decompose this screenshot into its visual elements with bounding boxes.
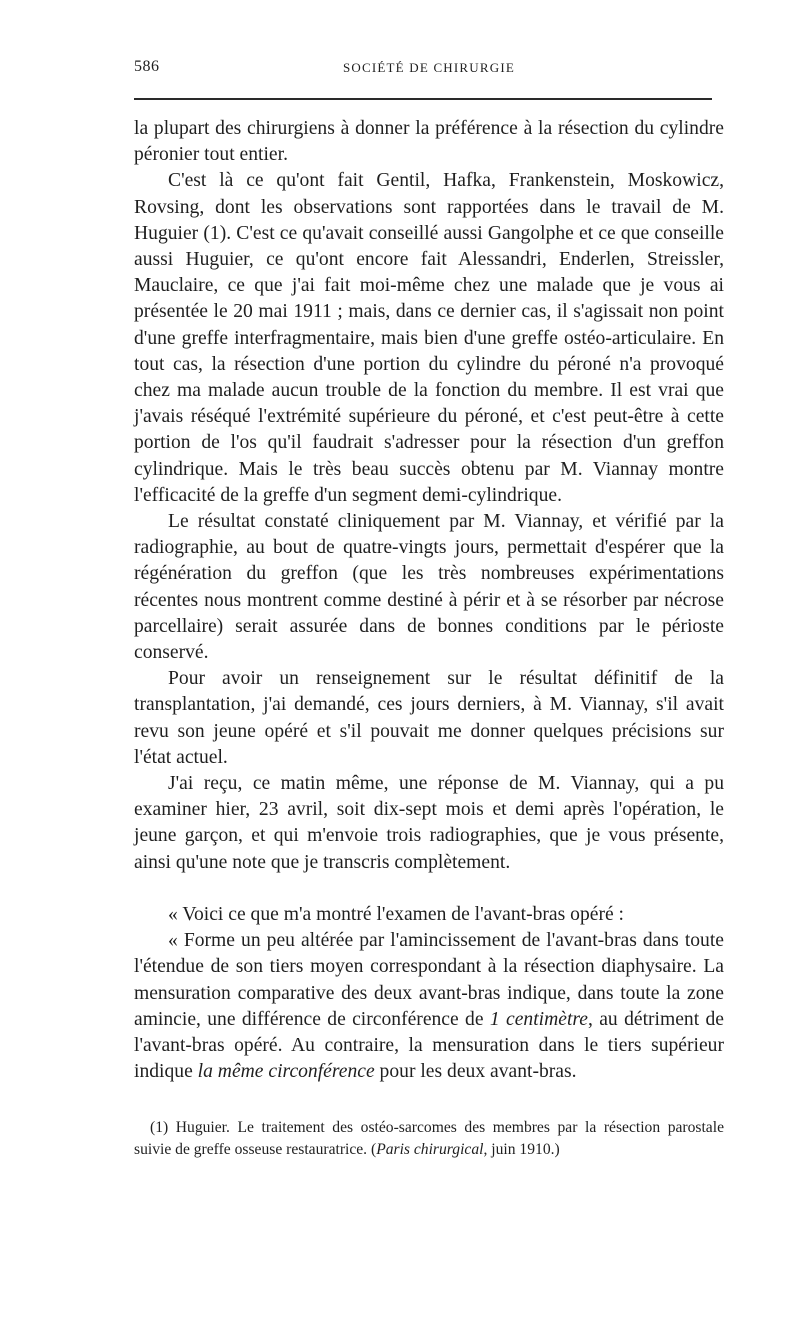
quote-italic-2: la même circonférence xyxy=(197,1061,375,1083)
footnote-body: (1) Huguier. Le traitement des ostéo-sarcomes des membres par la résection parostale suivie de greffe osseuse restauratrice. ( xyxy=(134,1119,724,1158)
quote-text-3: pour les deux avant-bras. xyxy=(374,1061,577,1083)
paragraph-reply: J'ai reçu, ce matin même, une réponse de M. Viannay, qui a pu examiner hier, 23 avril, soit dix-sept mois et demi après l'opération, le jeune garçon, et qui m'envoie trois radiographies, que je vous présente, ainsi qu'une note que je transcris complètement. xyxy=(134,773,724,873)
page-number: 586 xyxy=(134,58,160,75)
quote-line: « Voici ce que m'a montré l'examen de l'avant-bras opéré : xyxy=(168,903,625,925)
page-header xyxy=(134,58,724,84)
footnote-text xyxy=(134,1117,724,1160)
section-gap xyxy=(134,876,724,902)
paragraph-continued: la plupart des chirurgiens à donner la préférence à la résection du cylindre péronier tout entier. xyxy=(134,118,724,166)
paragraph-surgeons: C'est là ce qu'ont fait Gentil, Hafka, Frankenstein, Moskowicz, Rovsing, dont les observations sont rapportées dans le travail de M. Huguier (1). C'est ce qu'avait conseillé aussi Gangolphe et ce que conseille aussi Huguier, ce qu'ont encore fait Alessandri, Enderlen, Streissler, Mauclaire, ce que j'ai fait moi-même chez une malade que je vous ai présentée le 20 mai 1911 ; mais, dans ce dernier cas, il s'agissait non point d'une greffe interfragmentaire, mais bien d'une greffe ostéo-articulaire. En tout cas, la résection d'une portion du cylindre du péroné n'a provoqué chez ma malade aucun trouble de la fonction du membre. Il est vrai que j'avais réséqué l'extrémité supérieure du péroné, et c'est peut-être à cette portion de l'os qu'il faudrait s'adresser pour la résection d'un greffon cylindrique. Mais le très beau succès obtenu par M. Viannay montre l'efficacité de la greffe d'un segment demi-cylindrique. xyxy=(134,170,724,506)
footnote xyxy=(134,1117,724,1160)
running-title: SOCIÉTÉ DE CHIRURGIE xyxy=(342,60,516,75)
header-rule xyxy=(134,98,712,100)
page xyxy=(134,58,724,1160)
body-text xyxy=(134,116,724,1085)
quote-text-2: , au détriment de l'avant-bras opéré. Au contraire, la mensuration dans le tiers supérieur indique xyxy=(134,1008,724,1083)
quote-text-1: « Forme un peu altérée par l'amincissement de l'avant-bras dans toute l'étendue de son tiers moyen correspondant à la résection diaphysaire. La mensuration comparative des deux avant-bras indique, dans toute la zone amincie, une différence de circonférence de xyxy=(134,930,724,1030)
paragraph-result: Le résultat constaté cliniquement par M. Viannay, et vérifié par la radiographie, au bout de quatre-vingts jours, permettait d'espérer que la régénération du greffon (que les très nombreuses expérimentations récentes nous montrent comme destiné à périr et à se résorber par nécrose parcellaire) serait assurée dans de bonnes conditions par le périoste conservé. xyxy=(134,511,724,664)
quote-italic-1: 1 centimètre xyxy=(489,1008,588,1030)
quote-paragraph xyxy=(134,928,724,1085)
paragraph-request: Pour avoir un renseignement sur le résultat définitif de la transplantation, j'ai demandé, ces jours derniers, à M. Viannay, s'il avait revu son jeune opéré et s'il pouvait me donner quelques précisions sur l'état actuel. xyxy=(134,668,724,768)
footnote-journal: Paris chirurgical xyxy=(376,1140,484,1158)
footnote-tail: , juin 1910.) xyxy=(483,1140,560,1158)
